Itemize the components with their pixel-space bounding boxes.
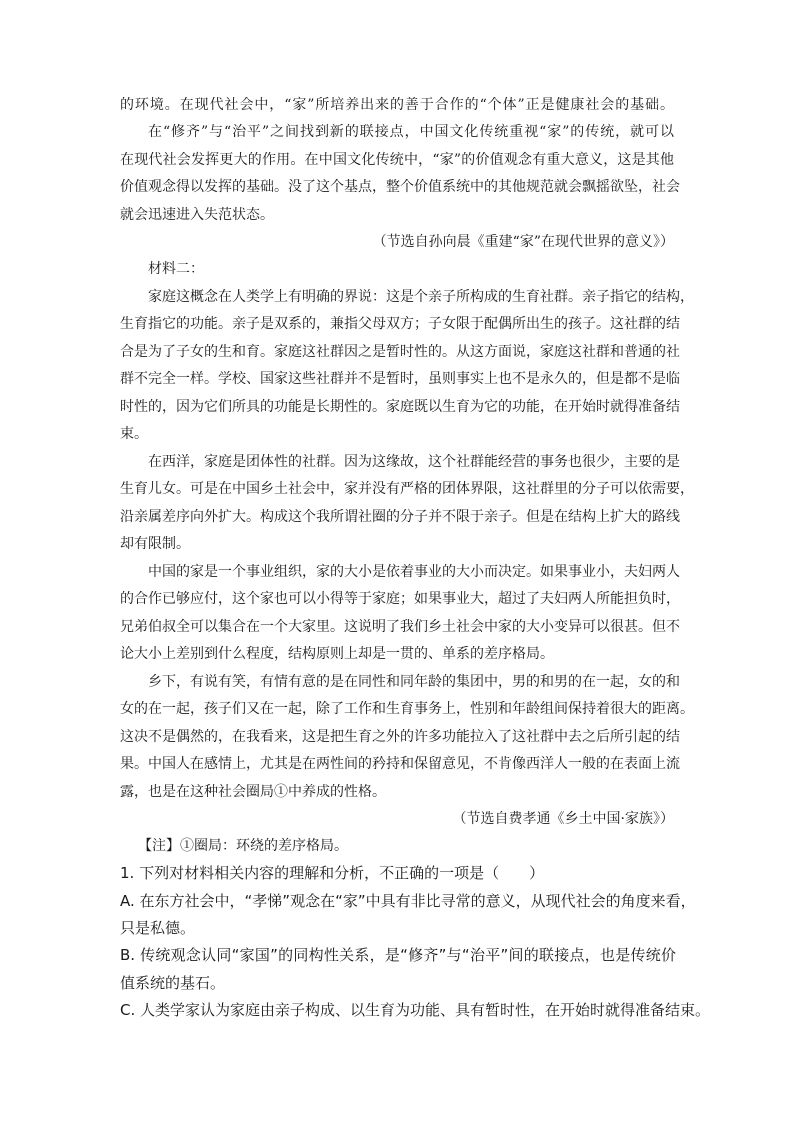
paragraph-line: 的环境。在现代社会中，“家”所培养出来的善于合作的“个体”正是健康社会的基础。 (120, 97, 674, 113)
paragraph-line: 时性的，因为它们所具的功能是长期性的。家庭既以生育为它的功能，在开始时就得准备结 (120, 399, 680, 415)
paragraph-line: 兄弟伯叔全可以集合在一个大家里。这说明了我们乡土社会中家的大小变异可以很甚。但不 (120, 619, 680, 635)
paragraph-line: 在“修齐”与“治平”之间找到新的联接点，中国文化传统重视“家”的传统，就可以 (148, 124, 674, 140)
paragraph-line: 的合作已够应付，这个家也可以小得等于家庭；如果事业大，超过了夫妇两人所能担负时， (120, 591, 680, 607)
paragraph-line: 在西洋，家庭是团体性的社群。因为这缘故，这个社群能经营的事务也很少，主要的是 (148, 454, 680, 470)
paragraph-line: 这决不是偶然的，在我看来，这是把生育之外的许多功能拉入了这社群中去之后所引起的结 (120, 729, 680, 745)
paragraph-line: 却有限制。 (120, 536, 190, 552)
option-c-line: C. 人类学家认为家庭由亲子构成、以生育为功能、具有暂时性，在开始时就得准备结束。 (120, 1001, 711, 1019)
paragraph-line: 家庭这概念在人类学上有明确的界说：这是个亲子所构成的生育社群。亲子指它的结构， (148, 289, 694, 305)
footnote: 【注】①圈局：环绕的差序格局。 (138, 838, 348, 854)
source-citation: （节选自孙向晨《重建“家”在现代世界的意义》） (372, 234, 674, 250)
paragraph-line: 生育儿女。可是在中国乡土社会中，家并没有严格的团体界限，这社群里的分子可以依需要， (120, 481, 694, 497)
option-a-line: 只是私德。 (120, 919, 196, 937)
paragraph-line: 价值观念得以发挥的基础。没了这个基点，整个价值系统中的其他规范就会飘摇欲坠，社会 (120, 179, 680, 195)
paragraph-line: 女的在一起，孩子们又在一起，除了工作和生育事务上，性别和年龄组间保持着很大的距离。 (120, 701, 694, 717)
option-a-line: A. 在东方社会中，“孝悌”观念在“家”中具有非比寻常的意义，从现代社会的角度来看， (120, 892, 696, 910)
paragraph-line: 合是为了子女的生和育。家庭这社群因之是暂时性的。从这方面说，家庭这社群和普通的社 (120, 344, 680, 360)
question-stem: 1. 下列对材料相关内容的理解和分析，不正确的一项是（ ） (120, 864, 545, 882)
option-b-line: B. 传统观念认同“家国”的同构性关系，是“修齐”与“治平”间的联接点，也是传统价 (120, 946, 676, 964)
paragraph-line: 沿亲属差序向外扩大。构成这个我所谓社圈的分子并不限于亲子。但是在结构上扩大的路线 (120, 509, 680, 525)
paragraph-line: 在现代社会发挥更大的作用。在中国文化传统中，“家”的价值观念有重大意义，这是其他 (120, 152, 674, 168)
source-citation: （节选自费孝通《乡土中国·家族》） (452, 811, 674, 827)
paragraph-line: 群不完全一样。学校、国家这些社群并不是暂时，虽则事实上也不是永久的，但是都不是临 (120, 371, 680, 387)
paragraph-line: 果。中国人在感情上，尤其是在两性间的矜持和保留意见，不肯像西洋人一般的在表面上流 (120, 756, 680, 772)
paragraph-line: 束。 (120, 426, 148, 442)
paragraph-line: 论大小上差别到什么程度，结构原则上却是一贯的、单系的差序格局。 (120, 646, 554, 662)
paragraph-line: 生育指它的功能。亲子是双系的，兼指父母双方；子女限于配偶所出生的孩子。这社群的结 (120, 316, 680, 332)
paragraph-line: 露，也是在这种社会圈局①中养成的性格。 (120, 784, 386, 800)
paragraph-line: 就会迅速进入失范状态。 (120, 207, 274, 223)
option-b-line: 值系统的基石。 (120, 974, 226, 992)
section-heading: 材料二： (148, 261, 204, 277)
paragraph-line: 乡下，有说有笑，有情有意的是在同性和同年龄的集团中，男的和男的在一起，女的和 (148, 674, 680, 690)
paragraph-line: 中国的家是一个事业组织，家的大小是依着事业的大小而决定。如果事业小，夫妇两人 (148, 564, 680, 580)
